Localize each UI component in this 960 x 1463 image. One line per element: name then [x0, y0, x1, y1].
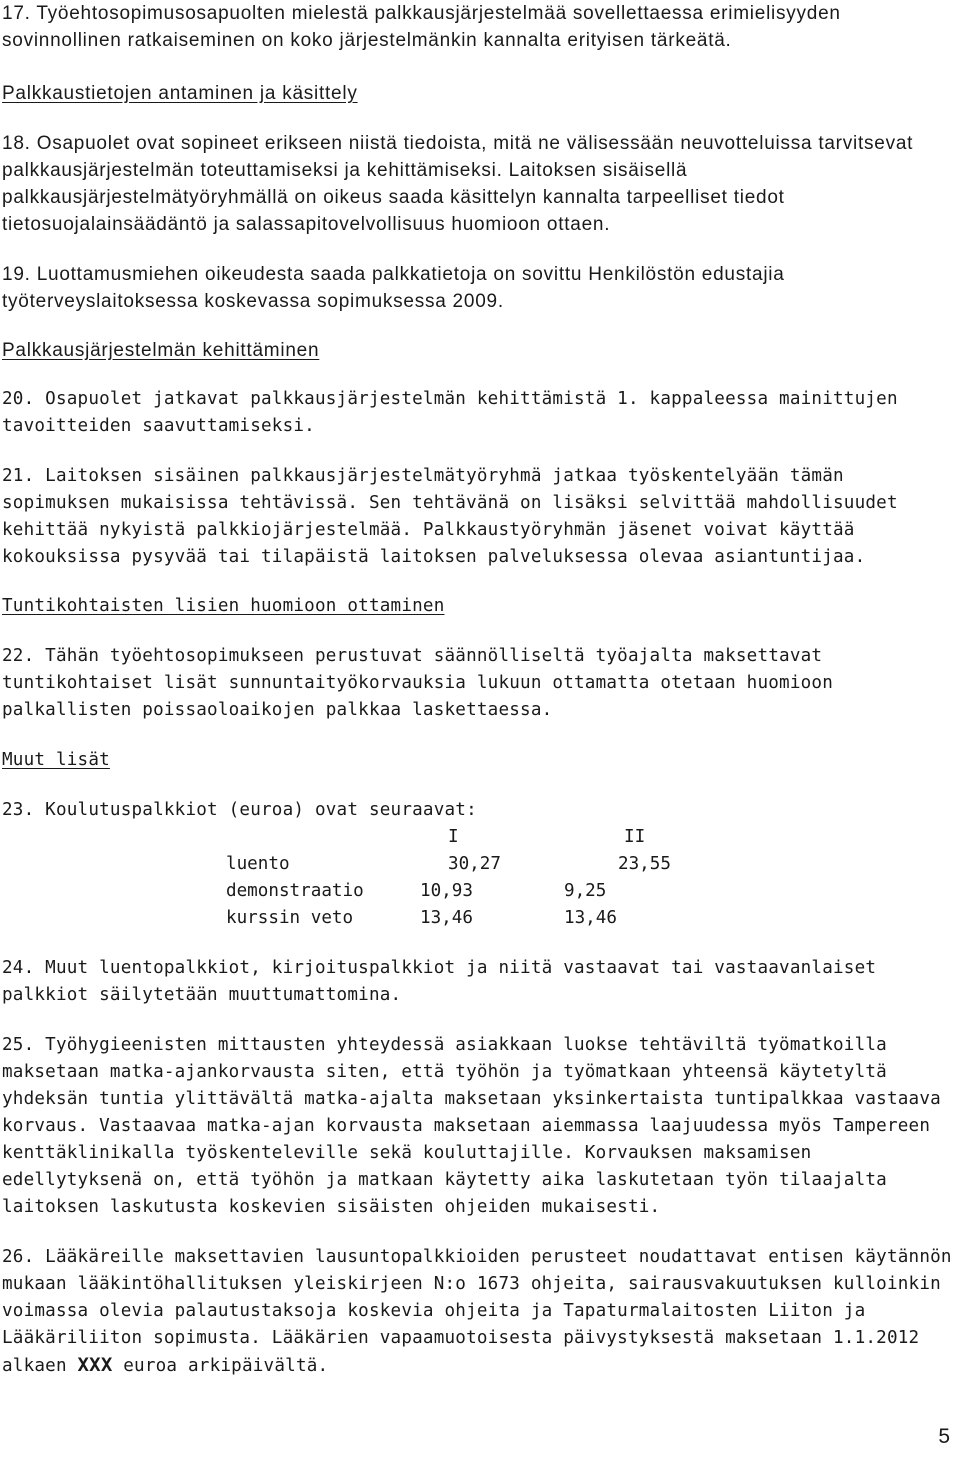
paragraph-26-text-end: euroa arkipäivältä. [112, 1356, 329, 1376]
paragraph-23: 23. Koulutuspalkkiot (euroa) ovat seuraavat: [2, 800, 477, 820]
fee-row-value-i: 13,46 [420, 908, 473, 928]
paragraph-25: 25. Työhygieenisten mittausten yhteydessä asiakkaan luokse tehtäviltä työmatkoilla maksetaan matka-ajankorvausta siten, että työhön ja työmatkaan yhteensä käytetyltä yhdeksän tuntia ylittävältä matka-ajalta maksetaan yksinkertaista tuntipalkkaa vastaava korvaus. Vastaavaa matka-ajan korvausta maksetaan aiemmassa laajuudessa myös Tampereen kenttäklinikalla työskenteleville sekä kouluttajille. Korvauksen maksamisen edellytyksenä on, että työhön ja matkaan käytetty aika laskutetaan työn tilaajalta laitoksen laskutusta koskevien sisäisten ohjeiden mukaisesti. [2, 1035, 941, 1217]
fee-table-row [226, 905, 671, 932]
fee-table-header-col-ii: II [624, 827, 646, 847]
fee-table-row [226, 851, 671, 878]
page-number: 5 [938, 1425, 950, 1448]
fee-row-value-i: 30,27 [448, 854, 501, 874]
fee-row-value-ii: 9,25 [564, 881, 607, 901]
paragraph-26-amount-placeholder: XXX [77, 1354, 113, 1376]
heading-palkkaustietojen-antaminen: Palkkaustietojen antaminen ja käsittely [2, 83, 358, 104]
fee-table-header-blank [226, 824, 412, 851]
document-page [2, 0, 956, 1380]
paragraph-17: 17. Työehtosopimusosapuolten mielestä palkkausjärjestelmää sovellettaessa erimielisyyden sovinnollinen ratkaiseminen on koko järjestelmänkin kannalta erityisen tärkeätä. [2, 3, 841, 51]
heading-tuntikohtaiset-lisat: Tuntikohtaisten lisien huomioon ottaminen [2, 596, 445, 616]
fee-table-header [226, 824, 671, 851]
paragraph-21: 21. Laitoksen sisäinen palkkausjärjestelmätyöryhmä jatkaa työskentelyään tämän sopimuksen mukaisissa tehtävissä. Sen tehtävänä on lisäksi selvittää mahdollisuudet kehittää nykyistä palkkiojärjestelmää. Palkkaustyöryhmän jäsenet voivat käyttää kokouksissa pysyvää tai tilapäistä laitoksen palveluksessa olevaa asiantuntijaa. [2, 466, 898, 567]
paragraph-26 [2, 1244, 956, 1380]
paragraph-22: 22. Tähän työehtosopimukseen perustuvat säännölliseltä työajalta maksettavat tuntikohtaiset lisät sunnuntaityökorvauksia lukuun ottamatta otetaan huomioon palkallisten poissaoloaikojen palkkaa laskettaessa. [2, 646, 834, 720]
paragraph-19: 19. Luottamusmiehen oikeudesta saada palkkatietoja on sovittu Henkilöstön edustajia työterveyslaitoksessa koskevassa sopimuksessa 2009. [2, 264, 785, 312]
paragraph-26-text: 26. Lääkäreille maksettavien lausuntopalkkioiden perusteet noudattavat entisen käytännön mukaan lääkintöhallituksen yleiskirjeen N:o 1673 ohjeita, sairausvakuutuksen kulloinkin voimassa olevia palautustaksoja koskevia ohjeita ja Tapaturmalaitosten Liiton ja Lääkäriliiton sopimusta. Lääkärien vapaamuotoisesta päivystyksestä maksetaan 1.1.2012 alkaen [2, 1247, 952, 1376]
fee-table-header-col-i: I [448, 827, 459, 847]
fee-table [226, 824, 671, 932]
paragraph-20: 20. Osapuolet jatkavat palkkausjärjestelmän kehittämistä 1. kappaleessa mainittujen tavoitteiden saavuttamiseksi. [2, 389, 898, 436]
fee-row-value-ii: 13,46 [564, 908, 617, 928]
fee-row-value-ii: 23,55 [618, 854, 671, 874]
fee-row-label: luento [226, 854, 290, 874]
fee-row-label: demonstraatio [226, 881, 364, 901]
paragraph-18: 18. Osapuolet ovat sopineet erikseen niistä tiedoista, mitä ne välisessään neuvotteluissa tarvitsevat palkkausjärjestelmän toteuttamiseksi ja kehittämiseksi. Laitoksen sisäisellä palkkausjärjestelmätyöryhmällä on oikeus saada käsittelyn kannalta tarpeelliset tiedot tietosuojalainsäädäntö ja salassapitovelvollisuus huomioon ottaen. [2, 133, 914, 235]
paragraph-24: 24. Muut luentopalkkiot, kirjoituspalkkiot ja niitä vastaavat tai vastaavanlaiset palkkiot säilytetään muuttumattomina. [2, 958, 877, 1005]
fee-row-value-i: 10,93 [420, 881, 473, 901]
heading-palkkausjarjestelman-kehittaminen: Palkkausjärjestelmän kehittäminen [2, 340, 320, 361]
fee-row-label: kurssin veto [226, 908, 354, 928]
heading-muut-lisat: Muut lisät [2, 750, 110, 770]
fee-table-row [226, 878, 671, 905]
